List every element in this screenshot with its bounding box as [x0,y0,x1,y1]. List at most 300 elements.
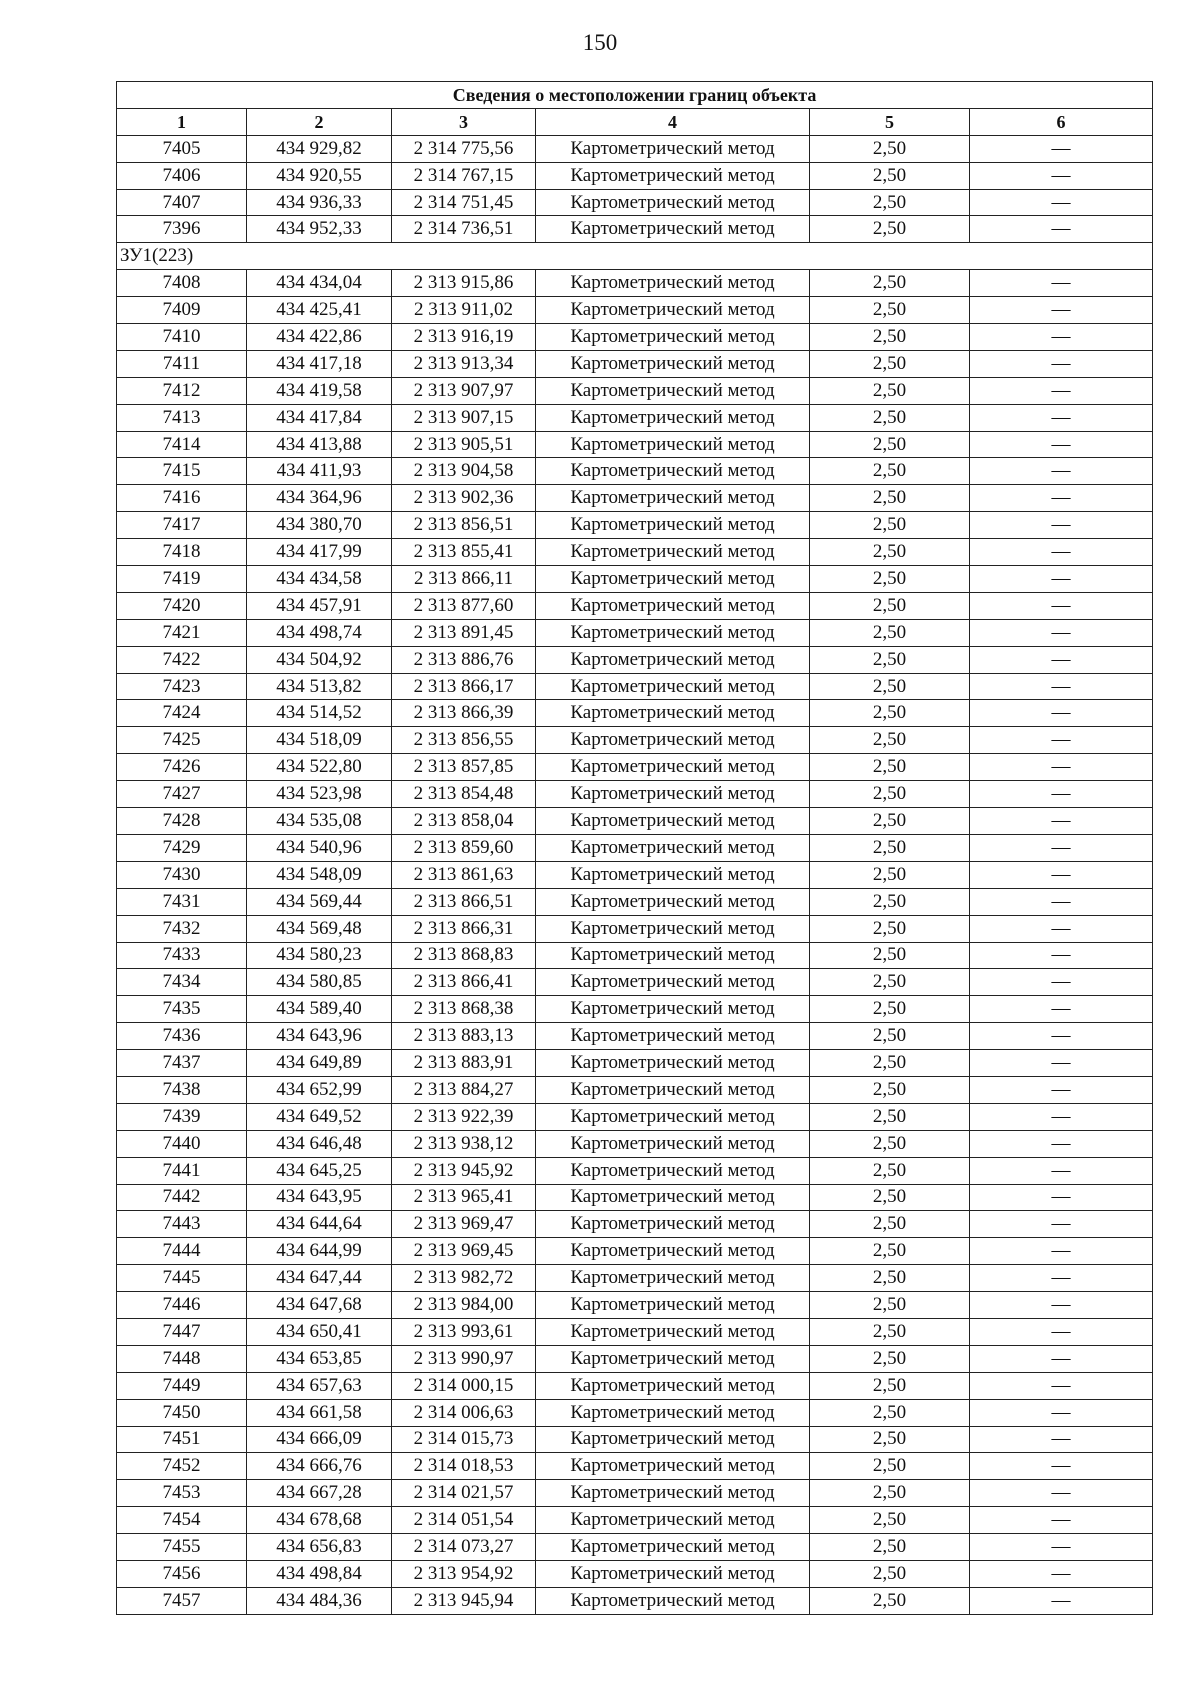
method-cell: Картометрический метод [536,1238,810,1265]
point-number-cell: 7409 [117,297,247,324]
accuracy-cell: 2,50 [810,1345,970,1372]
table-row [117,996,1153,1023]
method-cell: Картометрический метод [536,834,810,861]
method-cell: Картометрический метод [536,1265,810,1292]
description-cell: — [970,1211,1153,1238]
table-row [117,700,1153,727]
description-cell: — [970,189,1153,216]
method-cell: Картометрический метод [536,727,810,754]
method-cell: Картометрический метод [536,673,810,700]
y-coordinate-cell: 2 313 866,17 [392,673,536,700]
x-coordinate-cell: 434 643,96 [247,1023,392,1050]
accuracy-cell: 2,50 [810,431,970,458]
accuracy-cell: 2,50 [810,270,970,297]
x-coordinate-cell: 434 645,25 [247,1157,392,1184]
method-cell: Картометрический метод [536,566,810,593]
method-cell: Картометрический метод [536,996,810,1023]
accuracy-cell: 2,50 [810,216,970,243]
y-coordinate-cell: 2 313 938,12 [392,1130,536,1157]
x-coordinate-cell: 434 580,85 [247,969,392,996]
x-coordinate-cell: 434 419,58 [247,377,392,404]
table-row [117,969,1153,996]
point-number-cell: 7451 [117,1426,247,1453]
x-coordinate-cell: 434 411,93 [247,458,392,485]
accuracy-cell: 2,50 [810,969,970,996]
section-label-row [117,243,1153,270]
point-number-cell: 7454 [117,1507,247,1534]
y-coordinate-cell: 2 313 857,85 [392,754,536,781]
table-row [117,808,1153,835]
method-cell: Картометрический метод [536,1211,810,1238]
x-coordinate-cell: 434 644,99 [247,1238,392,1265]
accuracy-cell: 2,50 [810,1399,970,1426]
description-cell: — [970,297,1153,324]
y-coordinate-cell: 2 314 015,73 [392,1426,536,1453]
description-cell: — [970,1184,1153,1211]
y-coordinate-cell: 2 314 018,53 [392,1453,536,1480]
accuracy-cell: 2,50 [810,942,970,969]
description-cell: — [970,754,1153,781]
point-number-cell: 7419 [117,566,247,593]
description-cell: — [970,1157,1153,1184]
point-number-cell: 7435 [117,996,247,1023]
method-cell: Картометрический метод [536,1534,810,1561]
method-cell: Картометрический метод [536,619,810,646]
description-cell: — [970,1318,1153,1345]
method-cell: Картометрический метод [536,1587,810,1614]
description-cell: — [970,404,1153,431]
description-cell: — [970,377,1153,404]
column-header: 6 [970,108,1153,135]
table-row [117,888,1153,915]
accuracy-cell: 2,50 [810,1050,970,1077]
table-row [117,915,1153,942]
method-cell: Картометрический метод [536,888,810,915]
x-coordinate-cell: 434 649,89 [247,1050,392,1077]
point-number-cell: 7453 [117,1480,247,1507]
accuracy-cell: 2,50 [810,539,970,566]
point-number-cell: 7442 [117,1184,247,1211]
table-row [117,512,1153,539]
x-coordinate-cell: 434 523,98 [247,781,392,808]
accuracy-cell: 2,50 [810,485,970,512]
description-cell: — [970,566,1153,593]
accuracy-cell: 2,50 [810,1076,970,1103]
y-coordinate-cell: 2 313 993,61 [392,1318,536,1345]
y-coordinate-cell: 2 313 902,36 [392,485,536,512]
x-coordinate-cell: 434 540,96 [247,834,392,861]
y-coordinate-cell: 2 314 751,45 [392,189,536,216]
method-cell: Картометрический метод [536,1292,810,1319]
accuracy-cell: 2,50 [810,727,970,754]
y-coordinate-cell: 2 313 861,63 [392,861,536,888]
x-coordinate-cell: 434 498,74 [247,619,392,646]
y-coordinate-cell: 2 313 954,92 [392,1560,536,1587]
y-coordinate-cell: 2 313 911,02 [392,297,536,324]
table-row [117,727,1153,754]
y-coordinate-cell: 2 313 945,94 [392,1587,536,1614]
method-cell: Картометрический метод [536,1076,810,1103]
method-cell: Картометрический метод [536,915,810,942]
x-coordinate-cell: 434 920,55 [247,162,392,189]
method-cell: Картометрический метод [536,1023,810,1050]
point-number-cell: 7427 [117,781,247,808]
y-coordinate-cell: 2 314 736,51 [392,216,536,243]
y-coordinate-cell: 2 313 883,91 [392,1050,536,1077]
x-coordinate-cell: 434 522,80 [247,754,392,781]
point-number-cell: 7441 [117,1157,247,1184]
accuracy-cell: 2,50 [810,404,970,431]
table-row [117,1345,1153,1372]
x-coordinate-cell: 434 580,23 [247,942,392,969]
column-header: 2 [247,108,392,135]
accuracy-cell: 2,50 [810,1103,970,1130]
method-cell: Картометрический метод [536,646,810,673]
method-cell: Картометрический метод [536,135,810,162]
y-coordinate-cell: 2 313 915,86 [392,270,536,297]
point-number-cell: 7411 [117,350,247,377]
table-row [117,1265,1153,1292]
y-coordinate-cell: 2 313 907,97 [392,377,536,404]
point-number-cell: 7449 [117,1372,247,1399]
table-row [117,834,1153,861]
column-header: 1 [117,108,247,135]
description-cell: — [970,1399,1153,1426]
description-cell: — [970,1426,1153,1453]
method-cell: Картометрический метод [536,458,810,485]
description-cell: — [970,1292,1153,1319]
y-coordinate-cell: 2 314 006,63 [392,1399,536,1426]
y-coordinate-cell: 2 313 859,60 [392,834,536,861]
method-cell: Картометрический метод [536,297,810,324]
method-cell: Картометрический метод [536,969,810,996]
column-header: 5 [810,108,970,135]
table-body [117,135,1153,1614]
y-coordinate-cell: 2 313 883,13 [392,1023,536,1050]
point-number-cell: 7429 [117,834,247,861]
accuracy-cell: 2,50 [810,834,970,861]
accuracy-cell: 2,50 [810,1453,970,1480]
y-coordinate-cell: 2 314 000,15 [392,1372,536,1399]
accuracy-cell: 2,50 [810,162,970,189]
x-coordinate-cell: 434 422,86 [247,324,392,351]
accuracy-cell: 2,50 [810,673,970,700]
accuracy-cell: 2,50 [810,189,970,216]
table-row [117,135,1153,162]
table-row [117,297,1153,324]
accuracy-cell: 2,50 [810,646,970,673]
page-number: 150 [582,30,618,55]
table-row [117,162,1153,189]
point-number-cell: 7439 [117,1103,247,1130]
table-row [117,1184,1153,1211]
y-coordinate-cell: 2 313 866,51 [392,888,536,915]
x-coordinate-cell: 434 661,58 [247,1399,392,1426]
x-coordinate-cell: 434 678,68 [247,1507,392,1534]
method-cell: Картометрический метод [536,1103,810,1130]
table-row [117,1507,1153,1534]
table-row [117,1560,1153,1587]
table-row [117,1399,1153,1426]
table-row [117,592,1153,619]
table-row [117,1157,1153,1184]
table-row [117,189,1153,216]
x-coordinate-cell: 434 650,41 [247,1318,392,1345]
accuracy-cell: 2,50 [810,888,970,915]
y-coordinate-cell: 2 313 982,72 [392,1265,536,1292]
accuracy-cell: 2,50 [810,1292,970,1319]
accuracy-cell: 2,50 [810,1372,970,1399]
accuracy-cell: 2,50 [810,1534,970,1561]
y-coordinate-cell: 2 313 866,11 [392,566,536,593]
method-cell: Картометрический метод [536,1318,810,1345]
x-coordinate-cell: 434 656,83 [247,1534,392,1561]
method-cell: Картометрический метод [536,270,810,297]
description-cell: — [970,969,1153,996]
table-title: Сведения о местоположении границ объекта [117,82,1153,109]
y-coordinate-cell: 2 313 866,39 [392,700,536,727]
description-cell: — [970,485,1153,512]
point-number-cell: 7410 [117,324,247,351]
accuracy-cell: 2,50 [810,861,970,888]
description-cell: — [970,942,1153,969]
description-cell: — [970,1587,1153,1614]
y-coordinate-cell: 2 313 877,60 [392,592,536,619]
description-cell: — [970,1238,1153,1265]
x-coordinate-cell: 434 652,99 [247,1076,392,1103]
x-coordinate-cell: 434 364,96 [247,485,392,512]
point-number-cell: 7416 [117,485,247,512]
x-coordinate-cell: 434 380,70 [247,512,392,539]
x-coordinate-cell: 434 434,58 [247,566,392,593]
description-cell: — [970,1023,1153,1050]
method-cell: Картометрический метод [536,1453,810,1480]
accuracy-cell: 2,50 [810,324,970,351]
point-number-cell: 7423 [117,673,247,700]
point-number-cell: 7428 [117,808,247,835]
x-coordinate-cell: 434 484,36 [247,1587,392,1614]
point-number-cell: 7408 [117,270,247,297]
description-cell: — [970,512,1153,539]
point-number-cell: 7447 [117,1318,247,1345]
x-coordinate-cell: 434 498,84 [247,1560,392,1587]
accuracy-cell: 2,50 [810,512,970,539]
x-coordinate-cell: 434 929,82 [247,135,392,162]
description-cell: — [970,1103,1153,1130]
method-cell: Картометрический метод [536,485,810,512]
x-coordinate-cell: 434 425,41 [247,297,392,324]
table-row [117,1103,1153,1130]
x-coordinate-cell: 434 535,08 [247,808,392,835]
point-number-cell: 7436 [117,1023,247,1050]
table-row [117,216,1153,243]
x-coordinate-cell: 434 647,44 [247,1265,392,1292]
description-cell: — [970,673,1153,700]
y-coordinate-cell: 2 314 021,57 [392,1480,536,1507]
description-cell: — [970,619,1153,646]
point-number-cell: 7415 [117,458,247,485]
column-number-row [117,108,1153,135]
accuracy-cell: 2,50 [810,1157,970,1184]
x-coordinate-cell: 434 589,40 [247,996,392,1023]
accuracy-cell: 2,50 [810,915,970,942]
description-cell: — [970,834,1153,861]
y-coordinate-cell: 2 313 904,58 [392,458,536,485]
description-cell: — [970,350,1153,377]
method-cell: Картометрический метод [536,942,810,969]
x-coordinate-cell: 434 667,28 [247,1480,392,1507]
point-number-cell: 7440 [117,1130,247,1157]
x-coordinate-cell: 434 569,48 [247,915,392,942]
table-row [117,539,1153,566]
table-row [117,1587,1153,1614]
accuracy-cell: 2,50 [810,458,970,485]
point-number-cell: 7450 [117,1399,247,1426]
method-cell: Картометрический метод [536,512,810,539]
table-row [117,781,1153,808]
table-row [117,458,1153,485]
accuracy-cell: 2,50 [810,619,970,646]
point-number-cell: 7456 [117,1560,247,1587]
y-coordinate-cell: 2 313 969,47 [392,1211,536,1238]
table-row [117,1534,1153,1561]
accuracy-cell: 2,50 [810,1184,970,1211]
description-cell: — [970,1534,1153,1561]
accuracy-cell: 2,50 [810,700,970,727]
method-cell: Картометрический метод [536,216,810,243]
method-cell: Картометрический метод [536,1157,810,1184]
x-coordinate-cell: 434 457,91 [247,592,392,619]
description-cell: — [970,1372,1153,1399]
table-row [117,566,1153,593]
point-number-cell: 7433 [117,942,247,969]
land-plot-label: ЗУ1(223) [117,243,1153,270]
table-row [117,646,1153,673]
accuracy-cell: 2,50 [810,297,970,324]
x-coordinate-cell: 434 434,04 [247,270,392,297]
table-row [117,861,1153,888]
method-cell: Картометрический метод [536,1426,810,1453]
description-cell: — [970,1345,1153,1372]
table-row [117,404,1153,431]
x-coordinate-cell: 434 936,33 [247,189,392,216]
x-coordinate-cell: 434 644,64 [247,1211,392,1238]
point-number-cell: 7407 [117,189,247,216]
method-cell: Картометрический метод [536,350,810,377]
y-coordinate-cell: 2 313 965,41 [392,1184,536,1211]
description-cell: — [970,1050,1153,1077]
y-coordinate-cell: 2 313 884,27 [392,1076,536,1103]
method-cell: Картометрический метод [536,1560,810,1587]
table-row [117,1292,1153,1319]
y-coordinate-cell: 2 313 858,04 [392,808,536,835]
point-number-cell: 7424 [117,700,247,727]
table-row [117,754,1153,781]
point-number-cell: 7455 [117,1534,247,1561]
accuracy-cell: 2,50 [810,1480,970,1507]
description-cell: — [970,270,1153,297]
x-coordinate-cell: 434 666,76 [247,1453,392,1480]
point-number-cell: 7430 [117,861,247,888]
table-row [117,1453,1153,1480]
accuracy-cell: 2,50 [810,1318,970,1345]
description-cell: — [970,646,1153,673]
x-coordinate-cell: 434 413,88 [247,431,392,458]
x-coordinate-cell: 434 548,09 [247,861,392,888]
method-cell: Картометрический метод [536,808,810,835]
y-coordinate-cell: 2 313 856,51 [392,512,536,539]
table-row [117,1372,1153,1399]
point-number-cell: 7406 [117,162,247,189]
description-cell: — [970,1560,1153,1587]
point-number-cell: 7443 [117,1211,247,1238]
point-number-cell: 7434 [117,969,247,996]
accuracy-cell: 2,50 [810,996,970,1023]
point-number-cell: 7426 [117,754,247,781]
accuracy-cell: 2,50 [810,1023,970,1050]
y-coordinate-cell: 2 313 922,39 [392,1103,536,1130]
y-coordinate-cell: 2 313 868,83 [392,942,536,969]
method-cell: Картометрический метод [536,377,810,404]
accuracy-cell: 2,50 [810,1265,970,1292]
description-cell: — [970,888,1153,915]
description-cell: — [970,592,1153,619]
y-coordinate-cell: 2 313 913,34 [392,350,536,377]
point-number-cell: 7432 [117,915,247,942]
point-number-cell: 7414 [117,431,247,458]
y-coordinate-cell: 2 313 916,19 [392,324,536,351]
x-coordinate-cell: 434 569,44 [247,888,392,915]
accuracy-cell: 2,50 [810,808,970,835]
table-row [117,485,1153,512]
description-cell: — [970,861,1153,888]
accuracy-cell: 2,50 [810,135,970,162]
column-header: 4 [536,108,810,135]
x-coordinate-cell: 434 504,92 [247,646,392,673]
method-cell: Картометрический метод [536,700,810,727]
point-number-cell: 7418 [117,539,247,566]
method-cell: Картометрический метод [536,189,810,216]
method-cell: Картометрический метод [536,1399,810,1426]
point-number-cell: 7412 [117,377,247,404]
description-cell: — [970,135,1153,162]
x-coordinate-cell: 434 417,99 [247,539,392,566]
point-number-cell: 7446 [117,1292,247,1319]
method-cell: Картометрический метод [536,324,810,351]
accuracy-cell: 2,50 [810,592,970,619]
point-number-cell: 7445 [117,1265,247,1292]
description-cell: — [970,808,1153,835]
description-cell: — [970,1507,1153,1534]
y-coordinate-cell: 2 313 907,15 [392,404,536,431]
y-coordinate-cell: 2 313 945,92 [392,1157,536,1184]
accuracy-cell: 2,50 [810,1507,970,1534]
table-row [117,673,1153,700]
point-number-cell: 7396 [117,216,247,243]
table-row [117,350,1153,377]
description-cell: — [970,1453,1153,1480]
y-coordinate-cell: 2 313 856,55 [392,727,536,754]
method-cell: Картометрический метод [536,592,810,619]
point-number-cell: 7438 [117,1076,247,1103]
method-cell: Картометрический метод [536,1345,810,1372]
table-row [117,1023,1153,1050]
accuracy-cell: 2,50 [810,1211,970,1238]
table-row [117,324,1153,351]
boundary-coordinates-table [116,81,1153,1615]
point-number-cell: 7417 [117,512,247,539]
description-cell: — [970,162,1153,189]
